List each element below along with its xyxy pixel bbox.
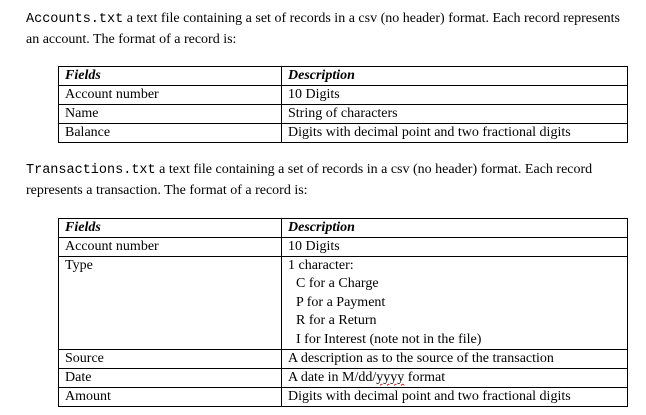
fields-header: Fields — [59, 67, 282, 86]
type-option-interest: I for Interest (note not in the file) — [296, 331, 482, 347]
transactions-intro — [26, 160, 626, 201]
table-header-row — [59, 67, 628, 86]
table-row — [59, 369, 628, 388]
table-row — [59, 388, 628, 407]
spellcheck-underlined-word: yyyy — [376, 370, 405, 385]
type-option-payment: P for a Payment — [296, 294, 386, 310]
description-header: Description — [282, 219, 628, 238]
accounts-filename: Accounts.txt — [26, 12, 124, 27]
table-row — [59, 105, 628, 124]
table-row — [59, 86, 628, 105]
description-cell — [282, 369, 628, 388]
table-row — [59, 257, 628, 350]
accounts-intro-text: a text file containing a set of records in a csv (no header) format. Each record represents an account. The format of a record is: — [26, 11, 620, 47]
accounts-intro — [26, 9, 626, 50]
field-cell: Balance — [59, 124, 282, 143]
description-cell: String of characters — [282, 105, 628, 124]
description-cell: 10 Digits — [282, 238, 628, 257]
type-description: 1 character: — [288, 258, 354, 273]
field-cell: Type — [59, 257, 282, 350]
table-row — [59, 124, 628, 143]
type-option-return: R for a Return — [296, 313, 377, 328]
description-header: Description — [282, 67, 628, 86]
accounts-format-table — [58, 66, 628, 143]
description-cell: 10 Digits — [282, 86, 628, 105]
description-cell: Digits with decimal point and two fractional digits — [282, 124, 628, 143]
transactions-filename: Transactions.txt — [26, 163, 156, 178]
transactions-intro-text: a text file containing a set of records in a csv (no header) format. Each record represents a transaction. The format of a record is: — [26, 162, 593, 198]
field-cell: Name — [59, 105, 282, 124]
field-cell: Amount — [59, 388, 282, 407]
transactions-format-table — [58, 218, 628, 407]
field-cell: Account number — [59, 238, 282, 257]
field-cell: Date — [59, 369, 282, 388]
description-cell: Digits with decimal point and two fractional digits — [282, 388, 628, 407]
table-row — [59, 238, 628, 257]
date-desc-after: format — [404, 370, 446, 385]
description-cell: A description as to the source of the transaction — [282, 350, 628, 369]
field-cell: Source — [59, 350, 282, 369]
field-cell: Account number — [59, 86, 282, 105]
type-option-charge: C for a Charge — [296, 276, 379, 291]
fields-header: Fields — [59, 219, 282, 238]
table-header-row — [59, 219, 628, 238]
description-cell — [282, 257, 628, 350]
date-desc-before: A date in M/dd/ — [288, 370, 377, 385]
table-row — [59, 350, 628, 369]
